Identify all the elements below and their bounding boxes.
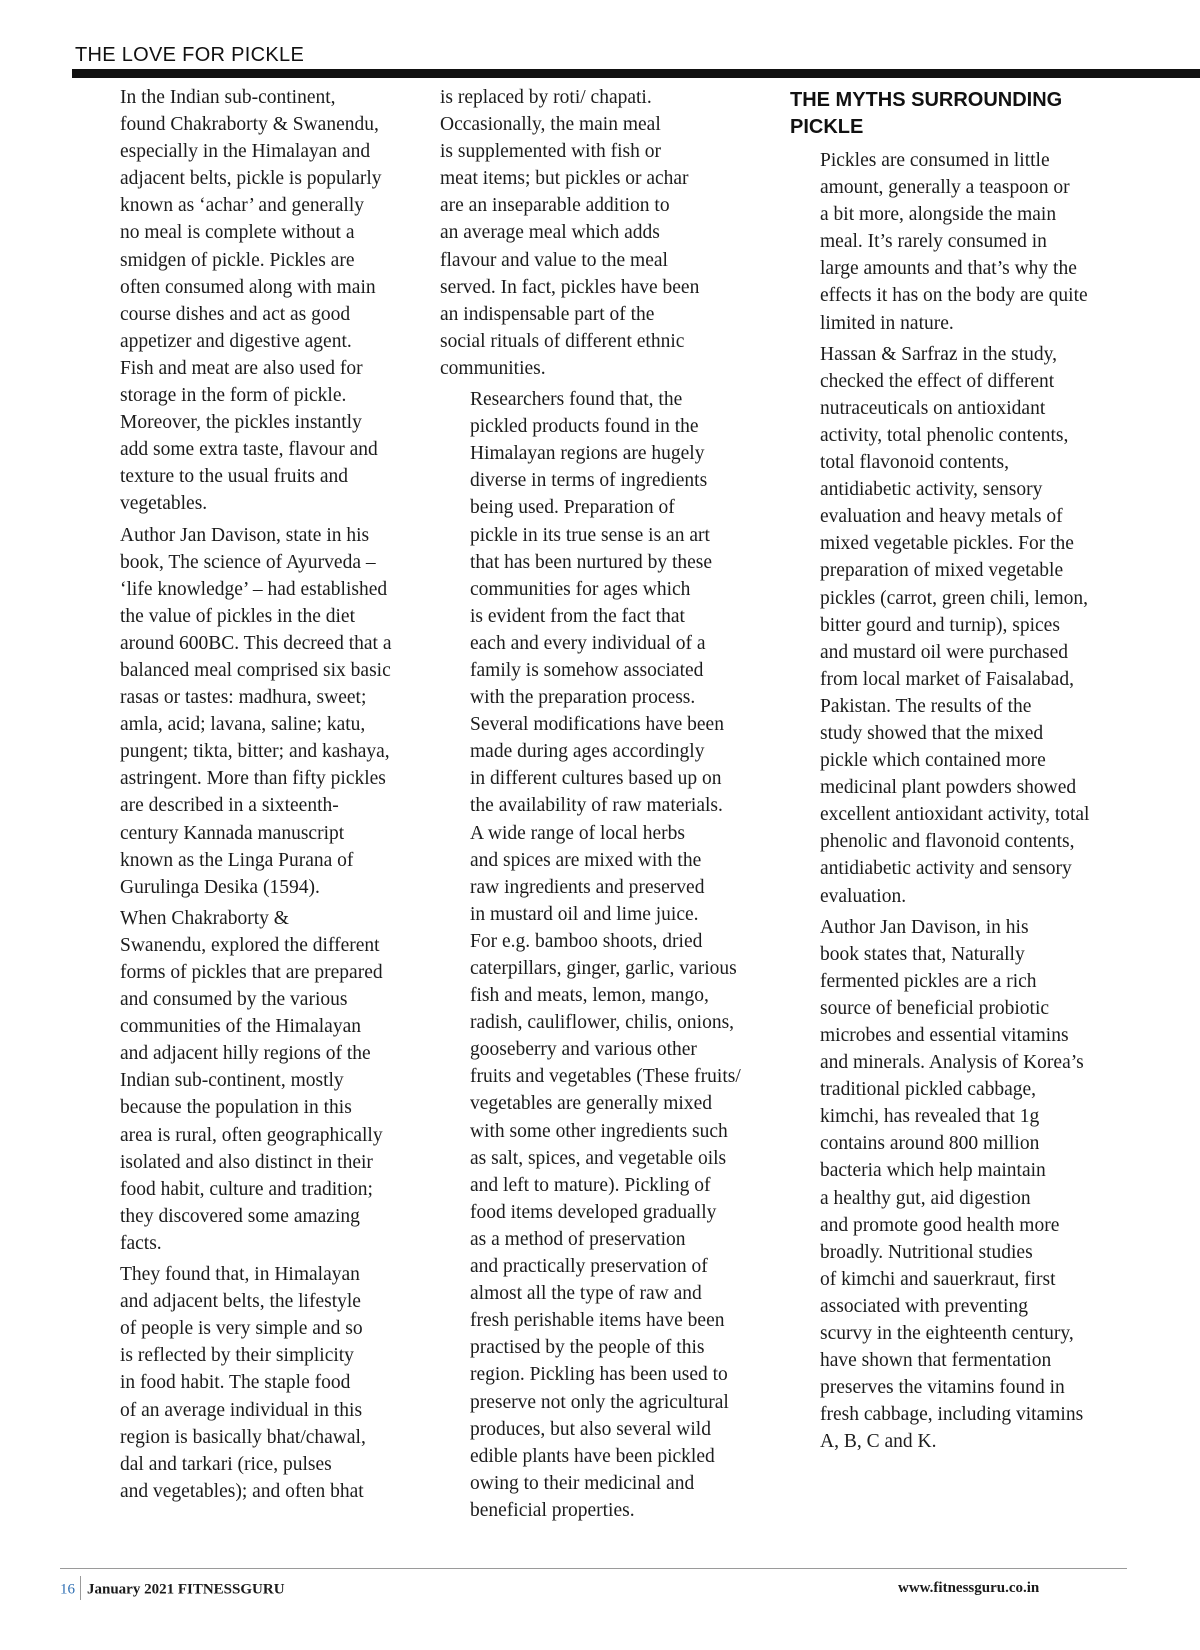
text-line: and spices are mixed with the [470, 849, 702, 871]
text-line: Indian sub-continent, mostly [120, 1070, 344, 1092]
text-line: Himalayan regions are hugely [470, 443, 705, 465]
text-line: They found that, in Himalayan [120, 1264, 360, 1286]
text-line: a healthy gut, aid digestion [820, 1187, 1031, 1209]
text-line: pungent; tikta, bitter; and kashaya, [120, 741, 390, 763]
text-line: and left to mature). Pickling of [470, 1174, 711, 1196]
text-line: edible plants have been pickled [470, 1445, 715, 1467]
text-line: and vegetables); and often bhat [120, 1480, 364, 1502]
text-line: region. Pickling has been used to [470, 1364, 728, 1386]
text-line: caterpillars, ginger, garlic, various [470, 958, 737, 979]
text-line: checked the effect of different [820, 370, 1055, 392]
text-line: being used. Preparation of [470, 497, 675, 519]
text-line: as salt, spices, and vegetable oils [470, 1147, 727, 1169]
text-line: an average meal which adds [440, 222, 660, 244]
article-paragraph [790, 914, 1120, 1456]
text-line: amount, generally a teaspoon or [820, 177, 1070, 199]
header-rule [72, 69, 1200, 78]
text-line: texture to the usual fruits and [120, 466, 348, 488]
text-line: flavour and value to the meal [440, 249, 668, 271]
text-line: rasas or tastes: madhura, sweet; [120, 687, 367, 709]
article-paragraph [790, 341, 1120, 910]
text-line: century Kannada manuscript [120, 822, 345, 844]
text-line: A, B, C and K. [820, 1431, 937, 1453]
section-title: THE LOVE FOR PICKLE [75, 44, 305, 66]
text-line: in mustard oil and lime juice. [470, 903, 699, 925]
footer-separator [80, 1576, 81, 1600]
text-line: large amounts and that’s why the [820, 258, 1077, 280]
text-line: social rituals of different ethnic [440, 330, 685, 352]
text-line: beneficial properties. [470, 1499, 635, 1521]
text-line: is replaced by roti/ chapati. [440, 87, 652, 108]
article-paragraph [790, 147, 1120, 337]
text-line: owing to their medicinal and [470, 1472, 695, 1494]
text-line: and mustard oil were purchased [820, 641, 1068, 663]
text-line: Researchers found that, the [470, 389, 683, 411]
text-line: the availability of raw materials. [470, 795, 723, 817]
text-line: antidiabetic activity, sensory [820, 479, 1043, 501]
text-line: from local market of Faisalabad, [820, 668, 1074, 690]
article-column-3 [790, 84, 1120, 1460]
text-line: Author Jan Davison, in his [820, 916, 1029, 938]
text-line: communities. [440, 357, 546, 379]
text-line: fermented pickles are a rich [820, 970, 1037, 992]
text-line: are an inseparable addition to [440, 195, 670, 217]
text-line: evaluation and heavy metals of [820, 506, 1063, 528]
text-line: storage in the form of pickle. [120, 385, 347, 407]
article-column-2 [440, 84, 760, 1528]
text-line: book states that, Naturally [820, 943, 1025, 965]
text-line: mixed vegetable pickles. For the [820, 533, 1074, 555]
text-line: almost all the type of raw and [470, 1283, 702, 1305]
text-line: practised by the people of this [470, 1337, 705, 1359]
text-line: astringent. More than fifty pickles [120, 768, 386, 790]
text-line: of people is very simple and so [120, 1318, 363, 1340]
text-line: and consumed by the various [120, 989, 348, 1011]
text-line: vegetables. [120, 493, 208, 515]
text-line: excellent antioxidant activity, total [820, 804, 1090, 826]
text-line: found Chakraborty & Swanendu, [120, 114, 379, 136]
text-line: served. In fact, pickles have been [440, 276, 700, 298]
heading-line: THE MYTHS SURROUNDING [790, 89, 1063, 111]
text-line: is evident from the fact that [470, 605, 685, 627]
text-line: with some other ingredients such [470, 1120, 728, 1142]
text-line: pickle which contained more [820, 750, 1046, 772]
footer-left [60, 1578, 285, 1602]
article-paragraph [90, 522, 410, 901]
text-line: they discovered some amazing [120, 1205, 360, 1227]
text-line: fresh cabbage, including vitamins [820, 1404, 1084, 1426]
text-line: because the population in this [120, 1097, 352, 1119]
text-line: region is basically bhat/chawal, [120, 1426, 366, 1448]
text-line: add some extra taste, flavour and [120, 439, 378, 461]
text-line: ‘life knowledge’ – had established [120, 578, 388, 600]
text-line: around 600BC. This decreed that a [120, 632, 392, 654]
text-line: contains around 800 million [820, 1133, 1040, 1155]
text-line: isolated and also distinct in their [120, 1151, 373, 1173]
text-line: antidiabetic activity and sensory [820, 858, 1072, 880]
text-line: meat items; but pickles or achar [440, 168, 689, 190]
article-paragraph [90, 84, 410, 518]
text-line: of kimchi and sauerkraut, first [820, 1268, 1056, 1290]
text-line: and promote good health more [820, 1214, 1060, 1236]
text-line: communities for ages which [470, 578, 691, 600]
article-paragraph [440, 84, 760, 382]
text-line: limited in nature. [820, 312, 954, 334]
text-line: Swanendu, explored the different [120, 934, 380, 956]
text-line: scurvy in the eighteenth century, [820, 1323, 1074, 1345]
text-line: Moreover, the pickles instantly [120, 412, 362, 434]
page-number: 16 [60, 1581, 75, 1598]
text-line: meal. It’s rarely consumed in [820, 231, 1047, 253]
text-line: bitter gourd and turnip), spices [820, 614, 1060, 636]
text-line: is reflected by their simplicity [120, 1345, 354, 1367]
text-line: preserves the vitamins found in [820, 1377, 1065, 1399]
text-line: with the preparation process. [470, 687, 696, 709]
text-line: medicinal plant powders showed [820, 777, 1077, 799]
text-line: activity, total phenolic contents, [820, 424, 1069, 446]
text-line: a bit more, alongside the main [820, 204, 1057, 226]
text-line: facts. [120, 1232, 162, 1254]
text-line: radish, cauliflower, chilis, onions, [470, 1012, 735, 1034]
text-line: an indispensable part of the [440, 303, 655, 325]
text-line: fresh perishable items have been [470, 1310, 725, 1332]
text-line: in different cultures based up on [470, 768, 722, 790]
article-paragraph [440, 386, 760, 1524]
article-paragraph [90, 905, 410, 1257]
text-line: study showed that the mixed [820, 722, 1044, 744]
article-paragraph [90, 1261, 410, 1505]
text-line: of an average individual in this [120, 1399, 363, 1421]
website-url: www.fitnessguru.co.in [898, 1580, 1040, 1596]
text-line: and minerals. Analysis of Korea’s [820, 1052, 1084, 1074]
text-line: known as the Linga Purana of [120, 849, 354, 871]
text-line: the value of pickles in the diet [120, 605, 356, 627]
text-line: gooseberry and various other [470, 1039, 697, 1061]
heading-line: PICKLE [790, 116, 864, 138]
text-line: pickle in its true sense is an art [470, 524, 710, 546]
text-line: Hassan & Sarfraz in the study, [820, 343, 1058, 365]
text-line: and adjacent belts, the lifestyle [120, 1291, 361, 1313]
text-line: Occasionally, the main meal [440, 114, 661, 136]
text-line: appetizer and digestive agent. [120, 330, 352, 352]
text-line: pickled products found in the [470, 416, 699, 438]
text-line: known as ‘achar’ and generally [120, 195, 364, 217]
text-line: book, The science of Ayurveda – [120, 551, 376, 573]
text-line: For e.g. bamboo shoots, dried [470, 930, 703, 952]
text-line: vegetables are generally mixed [470, 1093, 713, 1115]
text-line: food habit, culture and tradition; [120, 1178, 373, 1200]
text-line: area is rural, often geographically [120, 1124, 383, 1146]
text-line: adjacent belts, pickle is popularly [120, 168, 382, 190]
text-line: no meal is complete without a [120, 222, 355, 244]
text-line: bacteria which help maintain [820, 1160, 1046, 1182]
text-line: total flavonoid contents, [820, 452, 1010, 474]
text-line: source of beneficial probiotic [820, 997, 1050, 1019]
footer-rule [60, 1568, 1127, 1569]
article-column-1 [90, 84, 410, 1509]
text-line: is supplemented with fish or [440, 141, 661, 163]
text-line: pickles (carrot, green chili, lemon, [820, 587, 1089, 609]
text-line: preserve not only the agricultural [470, 1391, 729, 1413]
text-line: that has been nurtured by these [470, 551, 713, 573]
text-line: Author Jan Davison, state in his [120, 524, 370, 546]
text-line: A wide range of local herbs [470, 822, 685, 844]
text-line: phenolic and flavonoid contents, [820, 831, 1075, 853]
text-line: and adjacent hilly regions of the [120, 1043, 371, 1065]
text-line: often consumed along with main [120, 276, 376, 298]
text-line: Pickles are consumed in little [820, 150, 1050, 171]
text-line: traditional pickled cabbage, [820, 1079, 1037, 1101]
text-line: in food habit. The staple food [120, 1372, 351, 1394]
text-line: family is somehow associated [470, 659, 704, 681]
text-line: forms of pickles that are prepared [120, 962, 383, 983]
text-line: have shown that fermentation [820, 1350, 1052, 1372]
text-line: balanced meal comprised six basic [120, 659, 391, 681]
text-line: fruits and vegetables (These fruits/ [470, 1066, 741, 1088]
text-line: broadly. Nutritional studies [820, 1241, 1033, 1263]
text-line: food items developed gradually [470, 1201, 717, 1223]
text-line: Gurulinga Desika (1594). [120, 876, 320, 898]
text-line: When Chakraborty & [120, 907, 289, 929]
text-line: especially in the Himalayan and [120, 141, 371, 163]
text-line: evaluation. [820, 885, 907, 907]
text-line: smidgen of pickle. Pickles are [120, 249, 355, 271]
text-line: Several modifications have been [470, 714, 724, 736]
text-line: nutraceuticals on antioxidant [820, 397, 1046, 419]
text-line: effects it has on the body are quite [820, 285, 1088, 307]
text-line: and practically preservation of [470, 1256, 708, 1278]
text-line: are described in a sixteenth- [120, 795, 339, 817]
text-line: dal and tarkari (rice, pulses [120, 1453, 332, 1475]
text-line: preparation of mixed vegetable [820, 560, 1064, 582]
text-line: as a method of preservation [470, 1228, 686, 1250]
sidebar-heading [790, 84, 1120, 141]
text-line: amla, acid; lavana, saline; katu, [120, 714, 366, 736]
text-line: communities of the Himalayan [120, 1016, 361, 1038]
text-line: course dishes and act as good [120, 303, 351, 325]
text-line: raw ingredients and preserved [470, 876, 705, 898]
text-line: Pakistan. The results of the [820, 695, 1032, 717]
text-line: diverse in terms of ingredients [470, 470, 708, 492]
text-line: Fish and meat are also used for [120, 357, 363, 379]
text-line: associated with preventing [820, 1295, 1028, 1317]
text-line: fish and meats, lemon, mango, [470, 985, 709, 1007]
text-line: kimchi, has revealed that 1g [820, 1106, 1040, 1128]
text-line: microbes and essential vitamins [820, 1025, 1069, 1046]
text-line: produces, but also several wild [470, 1418, 711, 1440]
issue-label: January 2021 FITNESSGURU [87, 1581, 285, 1598]
text-line: In the Indian sub-continent, [120, 87, 336, 108]
text-line: each and every individual of a [470, 632, 706, 654]
text-line: made during ages accordingly [470, 741, 705, 763]
